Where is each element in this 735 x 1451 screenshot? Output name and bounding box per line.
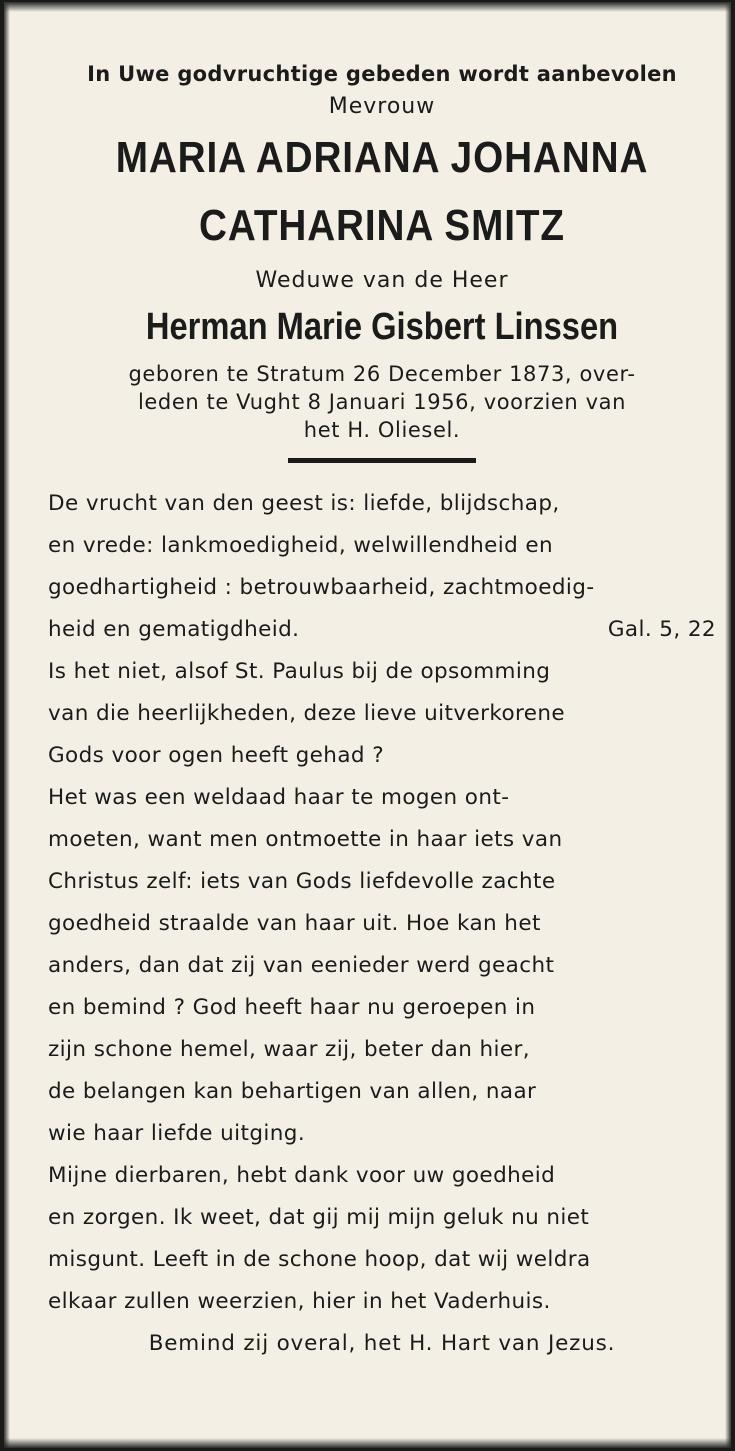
dates-line-1: geboren te Stratum 26 December 1873, over- — [128, 362, 636, 386]
para4-line-1: Mijne dierbaren, hebt dank voor uw goedheid — [48, 1163, 556, 1188]
deceased-name-line-1: MARIA ADRIANA JOHANNA — [115, 133, 649, 182]
quote-line-3: goedhartigheid : betrouwbaarheid, zachtmoedig- — [48, 575, 595, 600]
card-content — [48, 58, 716, 1365]
para4-line-2: en zorgen. Ik weet, dat gij mij mijn geluk nu niet — [48, 1205, 590, 1230]
divider-rule — [288, 458, 476, 463]
para4-line-4: elkaar zullen weerzien, hier in het Vaderhuis. — [48, 1289, 551, 1314]
dates-line-3: het H. Oliesel. — [303, 418, 461, 442]
closing-prayer: Bemind zij overal, het H. Hart van Jezus. — [148, 1331, 616, 1356]
widow-of-line: Weduwe van de Heer — [255, 268, 509, 293]
deceased-name-line-2: CATHARINA SMITZ — [199, 201, 565, 250]
para2-line-1: Is het niet, alsof St. Paulus bij de opsomming — [48, 659, 551, 684]
para3-line-5: anders, dan dat zij van eenieder werd geacht — [48, 953, 555, 978]
para3-line-9: wie haar liefde uitging. — [48, 1121, 306, 1146]
scripture-reference: Gal. 5, 22 — [607, 617, 716, 642]
para3-line-6: en bemind ? God heeft haar nu geroepen in — [48, 995, 536, 1020]
memorial-card — [4, 2, 731, 1448]
husband-name: Herman Marie Gisbert Linssen — [145, 306, 619, 348]
para3-line-3: Christus zelf: iets van Gods liefdevolle zachte — [48, 869, 556, 894]
para2-line-3: Gods voor ogen heeft gehad ? — [48, 743, 384, 768]
para3-line-7: zijn schone hemel, waar zij, beter dan hier, — [48, 1037, 530, 1062]
memorial-text — [48, 483, 716, 1323]
scripture-quote — [48, 483, 716, 651]
para4-line-3: misgunt. Leeft in de schone hoop, dat wij weldra — [48, 1247, 591, 1272]
card-edge-right — [725, 2, 731, 1448]
quote-line-4 — [48, 609, 716, 651]
para3-line-8: de belangen kan behartigen van allen, naar — [48, 1079, 537, 1104]
para3-line-1: Het was een weldaad haar te mogen ont- — [48, 785, 510, 810]
para3-line-4: goedheid straalde van haar uit. Hoe kan het — [48, 911, 541, 936]
birth-death-details — [48, 360, 716, 444]
para2-line-2: van die heerlijkheden, deze lieve uitverkorene — [48, 701, 566, 726]
dates-line-2: leden te Vught 8 Januari 1956, voorzien van — [137, 390, 627, 414]
title-mevrouw: Mevrouw — [328, 94, 436, 119]
paragraph-weldaad — [48, 777, 716, 1155]
quote-line-4-text: heid en gematigdheid. — [48, 617, 300, 642]
card-edge-left — [4, 2, 10, 1448]
quote-line-1: De vrucht van den geest is: liefde, blijdschap, — [48, 491, 560, 516]
intro-line: In Uwe godvruchtige gebeden wordt aanbevolen — [87, 62, 677, 86]
quote-line-2: en vrede: lankmoedigheid, welwillendheid en — [48, 533, 554, 558]
paragraph-paulus — [48, 651, 716, 777]
paragraph-dierbaren — [48, 1155, 716, 1323]
para3-line-2: moeten, want men ontmoette in haar iets van — [48, 827, 563, 852]
